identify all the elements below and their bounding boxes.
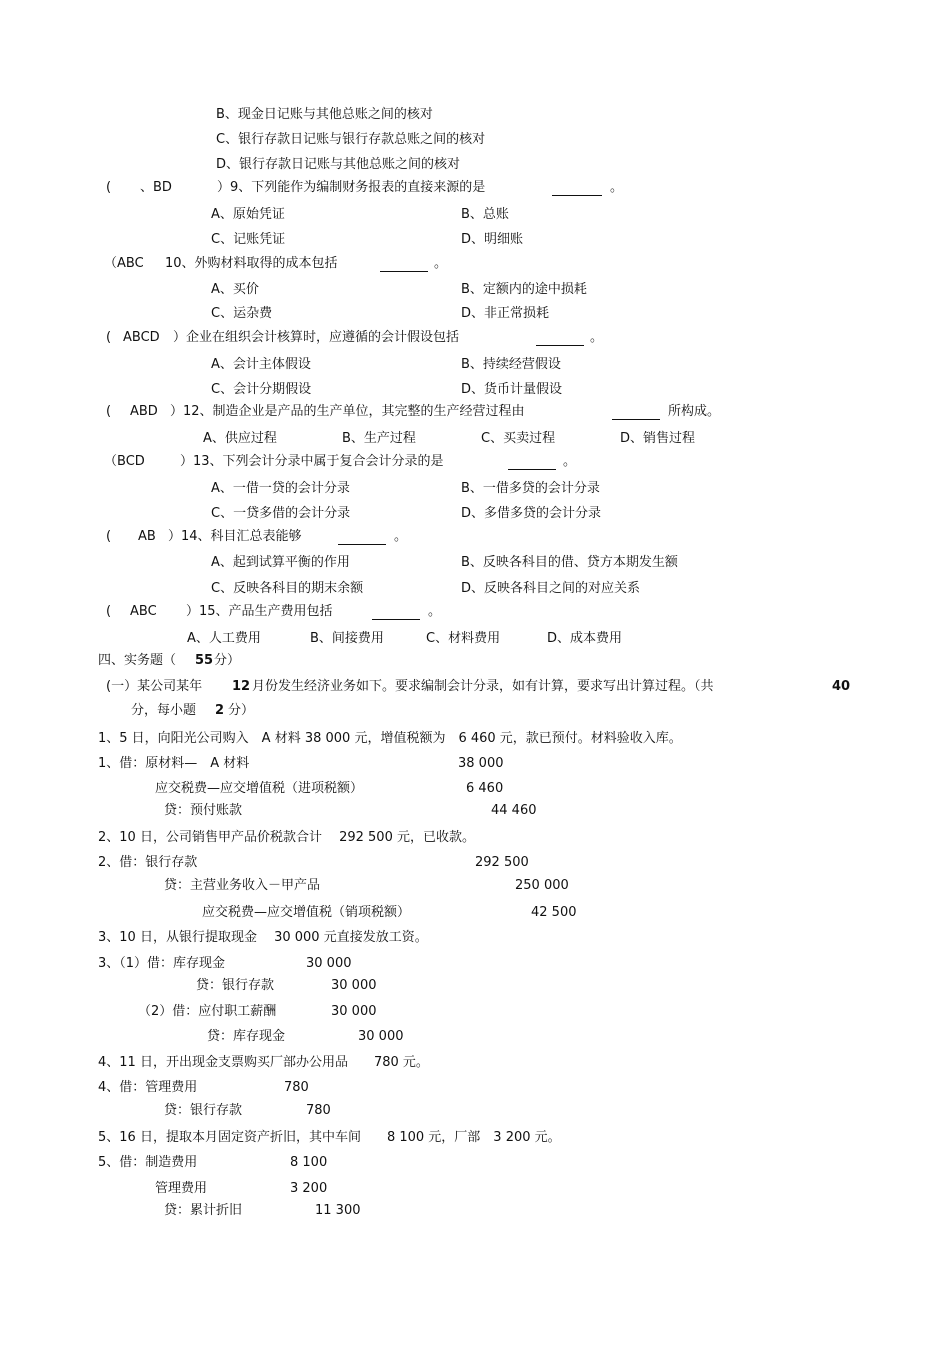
t3-entry-1-debit: 3、（1）借：库存现金 [98, 956, 226, 971]
q13-option-d: D、多借多贷的会计分录 [461, 506, 602, 521]
q12-option-c: C、买卖过程 [481, 431, 556, 446]
q11-end: 。 [590, 330, 604, 345]
q14-paren: ( [106, 529, 112, 544]
q15-option-a: A、人工费用 [187, 631, 261, 646]
q9-option-b: B、总账 [461, 207, 509, 222]
t5-question: 5、16 日，提取本月固定资产折旧，其中车间 8 100 元，厂部 3 200 元。 [98, 1130, 561, 1145]
q14-answer: AB [138, 529, 156, 544]
t1-amount-debit: 38 000 [458, 756, 504, 771]
q8-option-b: B、现金日记账与其他总账之间的核对 [216, 107, 433, 122]
q10-option-b: B、定额内的途中损耗 [461, 282, 587, 297]
t3-entry-1-credit: 贷：银行存款 [196, 978, 275, 993]
t5-amount-credit: 11 300 [315, 1203, 361, 1218]
t2-entry-credit-revenue: 贷：主营业务收入－甲产品 [164, 878, 321, 893]
q11-text: ）企业在组织会计核算时，应遵循的会计假设包括 [173, 330, 460, 345]
q9-text: ）9、下列能作为编制财务报表的直接来源的是 [217, 180, 486, 195]
q10-text: 10、外购材料取得的成本包括 [165, 256, 338, 271]
t5-entry-debit-manufacturing: 5、借：制造费用 [98, 1155, 198, 1170]
q11-option-c: C、会计分期假设 [211, 382, 312, 397]
t2-amount-credit-tax: 42 500 [531, 905, 577, 920]
t1-entry-credit: 贷：预付账款 [164, 803, 243, 818]
t2-entry-debit: 2、借：银行存款 [98, 855, 198, 870]
q10-option-c: C、运杂费 [211, 306, 273, 321]
t3-entry-2-debit: （2）借：应付职工薪酬 [138, 1004, 277, 1019]
q12-end: 所构成。 [668, 404, 721, 419]
q9-blank [552, 195, 602, 196]
t5-amount-debit-manufacturing: 8 100 [290, 1155, 328, 1170]
q15-end: 。 [428, 604, 442, 619]
t5-entry-debit-admin: 管理费用 [155, 1181, 208, 1196]
q13-answer: （BCD [104, 454, 145, 469]
q12-option-a: A、供应过程 [203, 431, 277, 446]
q14-option-a: A、起到试算平衡的作用 [211, 555, 350, 570]
q10-end: 。 [434, 256, 448, 271]
q11-answer: ABCD [123, 330, 160, 345]
q15-option-b: B、间接费用 [310, 631, 384, 646]
q14-text: ）14、科目汇总表能够 [168, 529, 302, 544]
t4-amount-debit: 780 [284, 1080, 309, 1095]
q9-end: 。 [610, 180, 624, 195]
q10-answer: （ABC [104, 256, 144, 271]
t1-amount-tax: 6 460 [466, 781, 504, 796]
q14-option-b: B、反映各科目的借、贷方本期发生额 [461, 555, 678, 570]
section-title: 四、实务题（ [98, 653, 177, 668]
q8-option-c: C、银行存款日记账与银行存款总账之间的核对 [216, 132, 486, 147]
q12-text: ）12、制造企业是产品的生产单位，其完整的生产经营过程由 [170, 404, 525, 419]
t3-amount-1-debit: 30 000 [306, 956, 352, 971]
section-score-unit: 分） [214, 653, 241, 668]
q10-option-d: D、非正常损耗 [461, 306, 550, 321]
q11-blank [536, 345, 584, 346]
t5-entry-credit: 贷：累计折旧 [164, 1203, 243, 1218]
t3-entry-2-credit: 贷：库存现金 [207, 1029, 286, 1044]
t1-entry-tax: 应交税费—应交增值税（进项税额） [155, 781, 364, 796]
q11-paren: ( [106, 330, 112, 345]
q8-option-d: D、银行存款日记账与其他总账之间的核对 [216, 157, 461, 172]
q10-blank [380, 271, 428, 272]
t2-question: 2、10 日，公司销售甲产品价税款合计 292 500 元，已收款。 [98, 830, 475, 845]
t1-question: 1、5 日，向阳光公司购入 A 材料 38 000 元，增值税额为 6 460 元，款已预付。材料验收入库。 [98, 731, 682, 746]
q9-option-d: D、明细账 [461, 232, 524, 247]
t3-amount-2-debit: 30 000 [331, 1004, 377, 1019]
t5-amount-debit-admin: 3 200 [290, 1181, 328, 1196]
t3-question: 3、10 日，从银行提取现金 30 000 元直接发放工资。 [98, 930, 428, 945]
part1-per-item-label: 分，每小题 [131, 703, 197, 718]
q12-option-b: B、生产过程 [342, 431, 416, 446]
part1-per-item-unit: 分） [228, 703, 255, 718]
q15-text: ）15、产品生产费用包括 [186, 604, 333, 619]
q14-end: 。 [394, 529, 408, 544]
part1-total-score: 40 [832, 679, 851, 694]
q15-option-c: C、材料费用 [426, 631, 501, 646]
t4-entry-debit: 4、借：管理费用 [98, 1080, 198, 1095]
q13-end: 。 [563, 454, 577, 469]
q11-option-d: D、货币计量假设 [461, 382, 563, 397]
section-score: 55 [195, 653, 214, 668]
part1-instructions: 月份发生经济业务如下。要求编制会计分录，如有计算，要求写出计算过程。（共 [252, 679, 714, 694]
q9-option-a: A、原始凭证 [211, 207, 285, 222]
part1-per-item-score: 2 [215, 703, 225, 718]
q13-option-a: A、一借一贷的会计分录 [211, 481, 350, 496]
t4-entry-credit: 贷：银行存款 [164, 1103, 243, 1118]
q13-option-b: B、一借多贷的会计分录 [461, 481, 600, 496]
q14-option-d: D、反映各科目之间的对应关系 [461, 581, 641, 596]
q11-option-a: A、会计主体假设 [211, 357, 311, 372]
q12-blank [612, 419, 660, 420]
q9-paren: ( [106, 180, 112, 195]
q9-option-c: C、记账凭证 [211, 232, 286, 247]
t4-question: 4、11 日，开出现金支票购买厂部办公用品 780 元。 [98, 1055, 429, 1070]
t4-amount-credit: 780 [306, 1103, 331, 1118]
t2-amount-credit-revenue: 250 000 [515, 878, 569, 893]
q12-option-d: D、销售过程 [620, 431, 696, 446]
q13-blank [508, 469, 556, 470]
q14-option-c: C、反映各科目的期末余额 [211, 581, 364, 596]
q12-answer: ABD [130, 404, 158, 419]
t1-entry-debit: 1、借：原材料— A 材料 [98, 756, 250, 771]
q11-option-b: B、持续经营假设 [461, 357, 561, 372]
t3-amount-1-credit: 30 000 [331, 978, 377, 993]
q10-option-a: A、买价 [211, 282, 259, 297]
q15-paren: ( [106, 604, 112, 619]
t2-amount-debit: 292 500 [475, 855, 529, 870]
t1-amount-credit: 44 460 [491, 803, 537, 818]
q13-option-c: C、一贷多借的会计分录 [211, 506, 351, 521]
q12-paren: ( [106, 404, 112, 419]
q14-blank [338, 544, 386, 545]
part1-month: 12 [232, 679, 251, 694]
t3-amount-2-credit: 30 000 [358, 1029, 404, 1044]
t2-entry-credit-tax: 应交税费—应交增值税（销项税额） [202, 905, 411, 920]
q15-answer: ABC [130, 604, 157, 619]
q15-blank [372, 619, 420, 620]
part1-intro: (一）某公司某年 [106, 679, 203, 694]
q9-answer: 、BD [140, 180, 172, 195]
q13-text: ）13、下列会计分录中属于复合会计分录的是 [180, 454, 444, 469]
q15-option-d: D、成本费用 [547, 631, 623, 646]
